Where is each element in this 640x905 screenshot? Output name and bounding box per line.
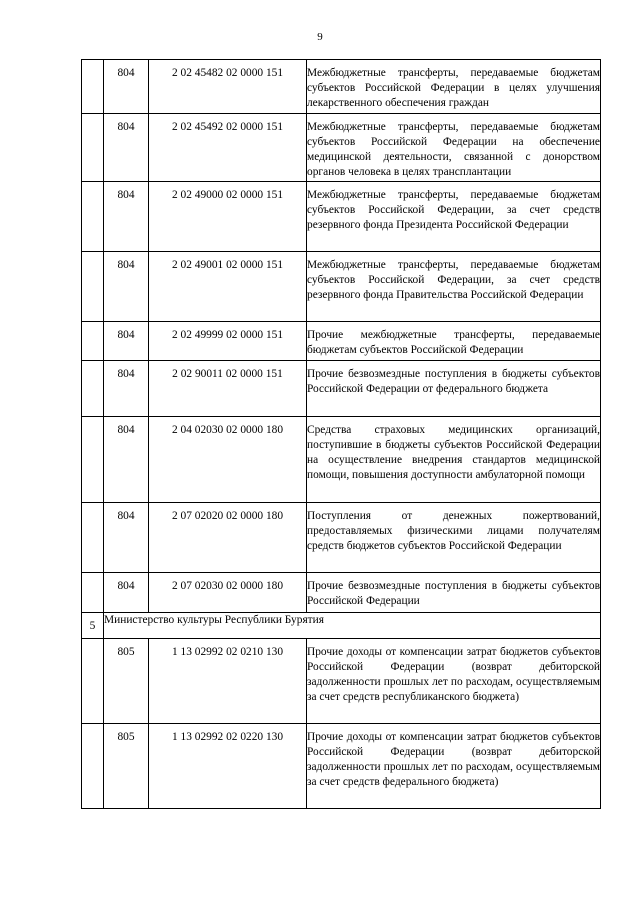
revenue-code-cell: 2 02 45492 02 0000 151: [149, 114, 307, 182]
revenue-name-cell: Прочие доходы от компенсации затрат бюджетов субъектов Российской Федерации (возврат дебиторской задолженности прошлых лет по расходам, осуществляемым за счет средств республиканского бюджета): [307, 639, 601, 724]
revenue-name-cell: Прочие доходы от компенсации затрат бюджетов субъектов Российской Федерации (возврат дебиторской задолженности прошлых лет по расходам, осуществляемым за счет средств федерального бюджета): [307, 724, 601, 809]
table-row: [82, 182, 601, 252]
row-number-cell: [82, 322, 104, 361]
row-number-cell: [82, 252, 104, 322]
revenue-code-cell: 2 02 49000 02 0000 151: [149, 182, 307, 252]
admin-code-cell: 804: [104, 417, 149, 503]
revenue-code-cell: 2 02 45482 02 0000 151: [149, 60, 307, 114]
row-number-cell: [82, 724, 104, 809]
row-number-cell: [82, 361, 104, 417]
row-number-cell: [82, 114, 104, 182]
row-number-cell: [82, 182, 104, 252]
table-row: [82, 252, 601, 322]
revenue-code-cell: 2 07 02030 02 0000 180: [149, 573, 307, 613]
page-number: 9: [317, 31, 323, 43]
row-number-cell: [82, 639, 104, 724]
row-number-cell: [82, 503, 104, 573]
row-number-cell: [82, 60, 104, 114]
revenue-code-cell: 2 07 02020 02 0000 180: [149, 503, 307, 573]
revenue-name-cell: Межбюджетные трансферты, передаваемые бюджетам субъектов Российской Федерации, за счет средств резервного фонда Президента Российской Федерации: [307, 182, 601, 252]
row-number-cell: [82, 573, 104, 613]
revenue-code-cell: 1 13 02992 02 0220 130: [149, 724, 307, 809]
admin-code-cell: 804: [104, 182, 149, 252]
table-row: [82, 361, 601, 417]
revenue-name-cell: Прочие безвозмездные поступления в бюджеты субъектов Российской Федерации: [307, 573, 601, 613]
revenue-name-cell: Межбюджетные трансферты, передаваемые бюджетам субъектов Российской Федерации, за счет средств резервного фонда Правительства Российской Федерации: [307, 252, 601, 322]
admin-code-cell: 804: [104, 60, 149, 114]
revenue-name-cell: Межбюджетные трансферты, передаваемые бюджетам субъектов Российской Федерации на обеспечение медицинской деятельности, связанной с донорством органов человека в целях трансплантации: [307, 114, 601, 182]
revenue-code-cell: 2 04 02030 02 0000 180: [149, 417, 307, 503]
revenue-name-cell: Прочие межбюджетные трансферты, передаваемые бюджетам субъектов Российской Федерации: [307, 322, 601, 361]
revenue-code-cell: 2 02 49001 02 0000 151: [149, 252, 307, 322]
admin-code-cell: 804: [104, 252, 149, 322]
revenue-code-cell: 1 13 02992 02 0210 130: [149, 639, 307, 724]
revenue-name-cell: Прочие безвозмездные поступления в бюджеты субъектов Российской Федерации от федерального бюджета: [307, 361, 601, 417]
revenue-name-cell: Поступления от денежных пожертвований, предоставляемых физическими лицами получателям средств бюджетов субъектов Российской Федерации: [307, 503, 601, 573]
admin-code-cell: 805: [104, 639, 149, 724]
table-row: [82, 503, 601, 573]
table-row: [82, 322, 601, 361]
table-body: [82, 60, 601, 809]
revenue-codes-table: [81, 59, 601, 809]
revenue-name-cell: Средства страховых медицинских организаций, поступившие в бюджеты субъектов Российской Федерации на осуществление внедрения стандартов медицинской помощи, повышения доступности амбулаторной помощи: [307, 417, 601, 503]
table-row: [82, 573, 601, 613]
section-number: 5: [82, 613, 104, 639]
table-row: [82, 724, 601, 809]
table-row: [82, 417, 601, 503]
revenue-name-cell: Межбюджетные трансферты, передаваемые бюджетам субъектов Российской Федерации в целях улучшения лекарственного обеспечения граждан: [307, 60, 601, 114]
admin-code-cell: 804: [104, 503, 149, 573]
admin-code-cell: 805: [104, 724, 149, 809]
revenue-code-cell: 2 02 90011 02 0000 151: [149, 361, 307, 417]
section-row: [82, 613, 601, 639]
row-number-cell: [82, 417, 104, 503]
admin-code-cell: 804: [104, 361, 149, 417]
table-row: [82, 639, 601, 724]
revenue-code-cell: 2 02 49999 02 0000 151: [149, 322, 307, 361]
admin-code-cell: 804: [104, 573, 149, 613]
admin-code-cell: 804: [104, 114, 149, 182]
table-row: [82, 114, 601, 182]
table-row: [82, 60, 601, 114]
admin-code-cell: 804: [104, 322, 149, 361]
section-title: Министерство культуры Республики Бурятия: [104, 613, 601, 639]
